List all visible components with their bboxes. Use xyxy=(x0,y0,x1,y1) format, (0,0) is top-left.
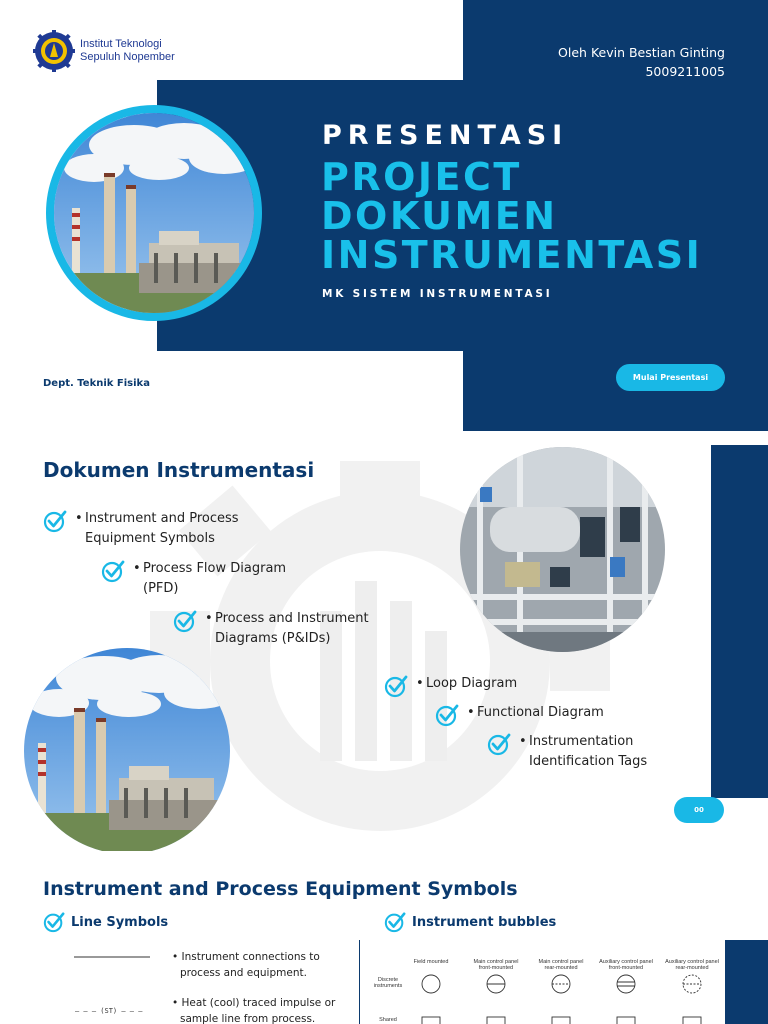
bubble-column-header xyxy=(533,959,589,971)
check-circle-icon xyxy=(435,703,459,727)
section-label: Instrument bubbles xyxy=(412,914,557,930)
list-item: • Loop Diagram xyxy=(384,674,517,698)
list-item: • Instrument and Process Equipment Symbols xyxy=(43,509,239,549)
check-circle-icon xyxy=(43,509,67,533)
bubble-column-header-line-2: front-mounted xyxy=(608,965,644,971)
start-presentation-button[interactable]: Mulai Presentasi xyxy=(616,364,725,391)
slide-nav-button[interactable]: 00 xyxy=(674,797,724,823)
item-label: Process Flow Diagram xyxy=(143,561,287,576)
item-label: Instrumentation xyxy=(529,734,634,749)
item-label: Loop Diagram xyxy=(426,676,518,691)
line-symbols-heading xyxy=(43,911,168,933)
bubble-column-header-line: Auxiliary control panel xyxy=(665,959,719,965)
list-item: • Functional Diagram xyxy=(435,703,604,727)
check-circle-icon xyxy=(173,609,197,633)
bubble-column-header xyxy=(598,959,654,971)
main-title-line-1: PROJECT xyxy=(321,155,522,199)
list-item: • Instrumentation Identification Tags xyxy=(487,732,647,772)
bubble-column-header-line: Auxiliary control panel xyxy=(599,959,653,965)
item-label-2: (PFD) xyxy=(143,581,179,596)
item-label-2: Diagrams (P&IDs) xyxy=(215,631,331,646)
bubble-row-label-line: Discrete xyxy=(377,977,399,983)
main-title-line-2: DOKUMEN xyxy=(321,194,558,238)
main-title-line-3: INSTRUMENTASI xyxy=(321,233,703,277)
check-circle-icon xyxy=(487,732,511,756)
line-symbol-desc: • Instrument connections to process and equipment. xyxy=(172,951,320,979)
section-label: Line Symbols xyxy=(71,914,169,930)
bubble-column-header xyxy=(403,959,459,965)
check-circle-icon xyxy=(384,674,408,698)
power-plant-photo xyxy=(46,105,262,321)
check-circle-icon xyxy=(43,911,65,933)
slide-title: Instrument and Process Equipment Symbols xyxy=(43,878,518,900)
bubble-column-header-line-2: front-mounted xyxy=(478,965,514,971)
item-label: Functional Diagram xyxy=(477,705,604,720)
bubble-column-header-line: Field mounted xyxy=(413,959,449,965)
title-presentasi: PRESENTASI xyxy=(322,120,569,151)
line-symbol-desc-1: Heat (cool) traced impulse or xyxy=(181,997,336,1009)
bubble-column-header xyxy=(664,959,720,971)
instrument-bubble-symbols xyxy=(400,971,725,1024)
line-symbol-desc-2: sample line from process. xyxy=(180,1013,316,1024)
symbols-slide xyxy=(0,851,768,1024)
bubble-column-header-line-2: rear-mounted xyxy=(544,965,578,971)
list-item: • Process Flow Diagram (PFD) xyxy=(101,559,286,599)
line-symbol-desc-1: Instrument connections to xyxy=(181,951,320,963)
author-name: Oleh Kevin Bestian Ginting xyxy=(558,45,725,60)
main-title xyxy=(321,155,703,277)
author-block xyxy=(558,43,725,81)
institution-line-2: Sepuluh Nopember xyxy=(80,51,175,63)
institution-line-1: Institut Teknologi xyxy=(80,38,162,50)
course-subtitle: MK SISTEM INSTRUMENTASI xyxy=(322,288,553,300)
documents-slide xyxy=(0,431,768,851)
instrumentation-photo xyxy=(460,447,665,652)
check-circle-icon xyxy=(384,911,406,933)
bubble-column-header-line: Main control panel xyxy=(538,959,584,965)
item-label-2: Equipment Symbols xyxy=(85,531,215,546)
its-logo-icon xyxy=(33,30,75,72)
section-divider xyxy=(359,940,360,1024)
power-plant-photo-2 xyxy=(24,648,230,851)
traced-line-symbol: — — — (ST) — — — xyxy=(75,1007,143,1015)
item-label: Instrument and Process xyxy=(85,511,239,526)
bubble-column-header-line: Main control panel xyxy=(473,959,519,965)
power-plant-image-icon-2 xyxy=(24,648,230,851)
solid-line-symbol xyxy=(74,955,150,959)
instrumentation-image-icon xyxy=(460,447,665,652)
instrument-bubbles-heading xyxy=(384,911,556,933)
list-item: • Process and Instrument Diagrams (P&IDs) xyxy=(173,609,369,649)
institution-name xyxy=(80,38,175,64)
item-label: Process and Instrument xyxy=(215,611,369,626)
check-circle-icon xyxy=(101,559,125,583)
power-plant-image-icon xyxy=(54,113,254,313)
navy-side-strip xyxy=(711,445,768,798)
bubble-row-label-line-2: instruments xyxy=(373,983,403,989)
item-label-2: Identification Tags xyxy=(529,754,648,769)
bubble-column-header-line-2: rear-mounted xyxy=(675,965,709,971)
bubble-column-header xyxy=(468,959,524,971)
department-label: Dept. Teknik Fisika xyxy=(43,378,150,389)
title-slide xyxy=(0,0,768,431)
navy-corner-block xyxy=(725,940,768,1024)
author-id: 5009211005 xyxy=(645,64,725,79)
slide-title: Dokumen Instrumentasi xyxy=(43,458,315,482)
line-symbol-desc: • Heat (cool) traced impulse or sample line from process. xyxy=(172,995,335,1024)
line-symbol-desc-2: process and equipment. xyxy=(180,967,307,979)
bubble-row-label-line: Shared xyxy=(379,1017,397,1023)
